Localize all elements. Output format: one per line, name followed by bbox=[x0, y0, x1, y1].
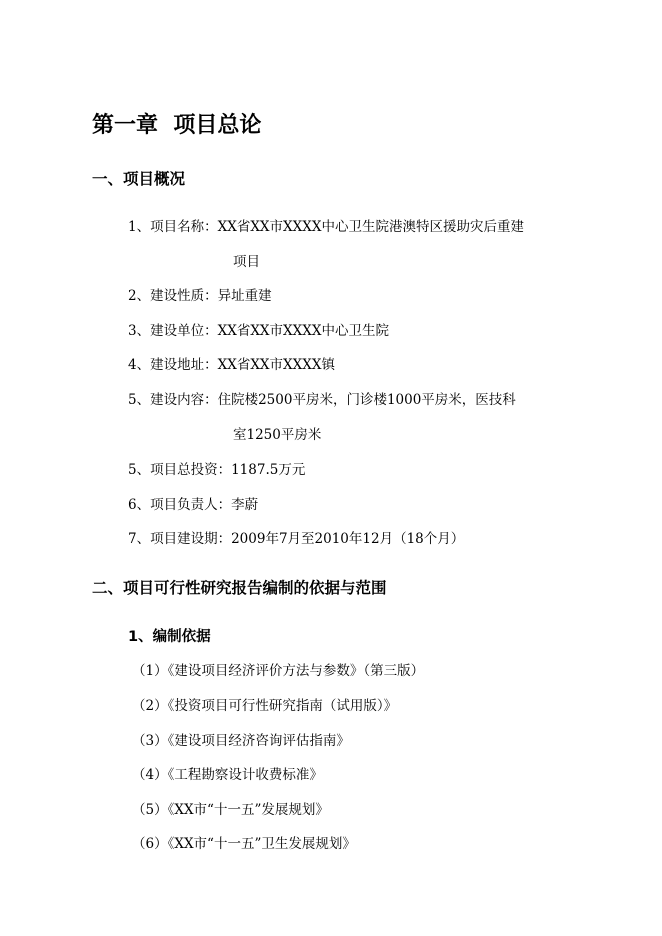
reference-item: （1）《建设项目经济评价方法与参数》（第三版） bbox=[132, 663, 425, 679]
construction-nature-item bbox=[128, 285, 272, 307]
item-label: 1、项目名称： bbox=[128, 219, 218, 235]
construction-address-item bbox=[128, 354, 335, 376]
item-value: 李蔚 bbox=[231, 497, 259, 513]
project-leader-item bbox=[128, 494, 258, 516]
construction-content-item bbox=[128, 389, 516, 446]
item-label: 5、项目总投资： bbox=[128, 462, 232, 478]
item-label: 2、建设性质： bbox=[128, 288, 218, 304]
item-value: 1187.5万元 bbox=[231, 462, 306, 478]
project-name-item bbox=[128, 216, 524, 273]
item-label: 5、建设内容： bbox=[128, 392, 218, 408]
section-heading-overview: 一、项目概况 bbox=[92, 170, 186, 188]
reference-item: （6）《XX市“十一五”卫生发展规划》 bbox=[132, 836, 356, 852]
section-heading-basis-scope: 二、项目可行性研究报告编制的依据与范围 bbox=[92, 579, 387, 597]
total-investment-item bbox=[128, 459, 305, 481]
chapter-title: 第一章 项目总论 bbox=[92, 113, 262, 138]
item-value: XX省XX市XXXX中心卫生院 bbox=[217, 323, 389, 339]
reference-item: （5）《XX市“十一五”发展规划》 bbox=[132, 802, 329, 818]
construction-period-item bbox=[128, 528, 464, 550]
reference-item: （2）《投资项目可行性研究指南（试用版）》 bbox=[132, 698, 398, 714]
item-continuation: 项目 bbox=[233, 254, 260, 270]
reference-item: （3）《建设项目经济咨询评估指南》 bbox=[132, 733, 350, 749]
item-label: 4、建设地址： bbox=[128, 357, 218, 373]
construction-unit-item bbox=[128, 320, 389, 342]
item-value: XX省XX市XXXX镇 bbox=[217, 357, 335, 373]
item-label: 3、建设单位： bbox=[128, 323, 218, 339]
item-value: 异址重建 bbox=[217, 288, 272, 304]
item-label: 6、项目负责人： bbox=[128, 497, 232, 513]
subsection-heading-basis: 1、编制依据 bbox=[128, 629, 211, 645]
item-value: 2009年7月至2010年12月（18个月） bbox=[231, 531, 465, 547]
item-continuation: 室1250平房米 bbox=[233, 427, 322, 443]
item-value: 住院楼2500平房米，门诊楼1000平房米，医技科 bbox=[217, 392, 516, 408]
item-label: 7、项目建设期： bbox=[128, 531, 232, 547]
reference-item: （4）《工程勘察设计收费标准》 bbox=[132, 767, 323, 783]
item-value: XX省XX市XXXX中心卫生院港澳特区援助灾后重建 bbox=[217, 219, 524, 235]
